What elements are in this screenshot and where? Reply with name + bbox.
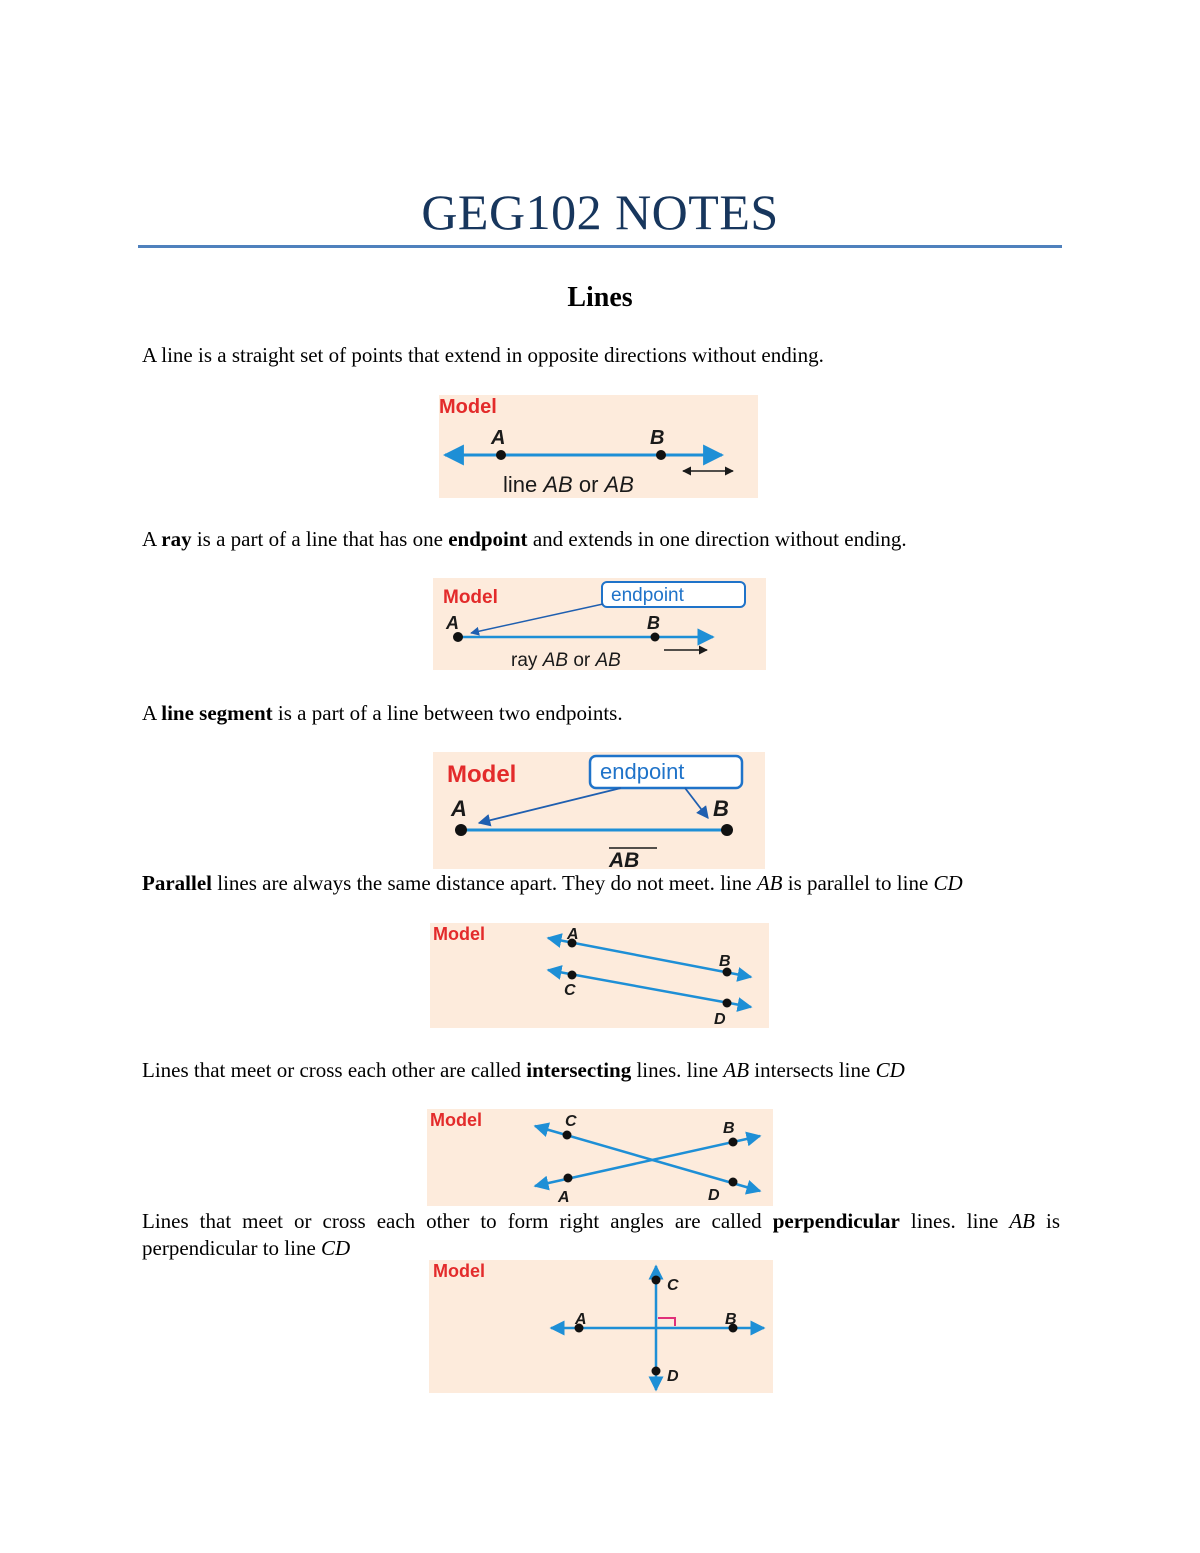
point-b [651,633,660,642]
segment-figure [433,752,765,869]
model-label: Model [439,396,497,418]
line-cd [548,970,751,1007]
segment-caption: AB [609,849,640,869]
page-title: GEG102 NOTES [421,184,779,240]
label-c: C [667,1277,679,1294]
point-d [652,1367,661,1376]
label-b: B [719,953,731,970]
label-d: D [708,1187,720,1204]
model-label: Model [430,1110,482,1130]
parallel-figure [430,923,769,1028]
ray-figure-svg [433,578,766,670]
point-d [723,999,732,1008]
point-a [453,632,463,642]
line-figure-svg [439,395,758,498]
endpoint-pointer [471,604,603,633]
label-a: A [451,796,467,821]
line-figure [439,395,758,498]
label-b: B [723,1120,735,1137]
label-a: A [567,926,579,943]
label-c: C [565,1113,577,1130]
label-b: B [647,613,660,633]
perpendicular-figure-svg [429,1260,773,1393]
perpendicular-figure [429,1260,773,1393]
label-c: C [564,982,576,999]
line-definition: A line is a straight set of points that extend in opposite directions without ending. [142,343,824,367]
point-a [496,450,506,460]
point-d [729,1178,738,1187]
label-b: B [725,1311,737,1328]
segment-definition: A line segment is a part of a line between two endpoints. [142,701,623,725]
label-a: A [558,1189,570,1206]
intersecting-definition: Lines that meet or cross each other are called intersecting lines. line AB intersects line CD [142,1058,905,1082]
model-label: Model [447,761,517,788]
ray-definition: A ray is a part of a line that has one endpoint and extends in one direction without ending. [142,527,907,551]
point-b [721,824,733,836]
endpoint-pointer-a [479,788,621,823]
intersecting-figure-svg [427,1109,773,1206]
ray-figure [433,578,766,670]
model-label: Model [433,1261,485,1281]
right-angle-mark [658,1318,675,1326]
point-c [563,1131,572,1140]
label-a: A [575,1311,587,1328]
point-a [564,1174,573,1183]
line-caption: line AB or AB [503,472,634,497]
title-rule [138,245,1062,248]
label-b: B [650,427,665,449]
section-heading: Lines [567,282,633,313]
endpoint-callout-label: endpoint [600,759,685,784]
parallel-figure-svg [430,923,769,1028]
endpoint-pointer-b [685,788,708,818]
label-d: D [714,1011,726,1028]
perpendicular-definition: Lines that meet or cross each other to form right angles are called perpendicular lines. line AB is perpendicular to line CD [142,1209,1061,1260]
label-a: A [446,613,459,633]
label-b: B [713,796,729,821]
ray-caption: ray AB or AB [511,650,621,670]
point-c [652,1276,661,1285]
model-label: Model [433,924,485,944]
point-b [656,450,666,460]
label-a: A [491,427,506,449]
model-label: Model [443,587,498,608]
point-a [455,824,467,836]
point-b [729,1138,738,1147]
segment-figure-svg [433,752,765,869]
label-d: D [667,1368,679,1385]
point-c [568,971,577,980]
parallel-definition: Parallel lines are always the same distance apart. They do not meet. line AB is parallel to line CD [142,871,963,895]
intersecting-figure [427,1109,773,1206]
endpoint-callout-label: endpoint [611,585,684,606]
